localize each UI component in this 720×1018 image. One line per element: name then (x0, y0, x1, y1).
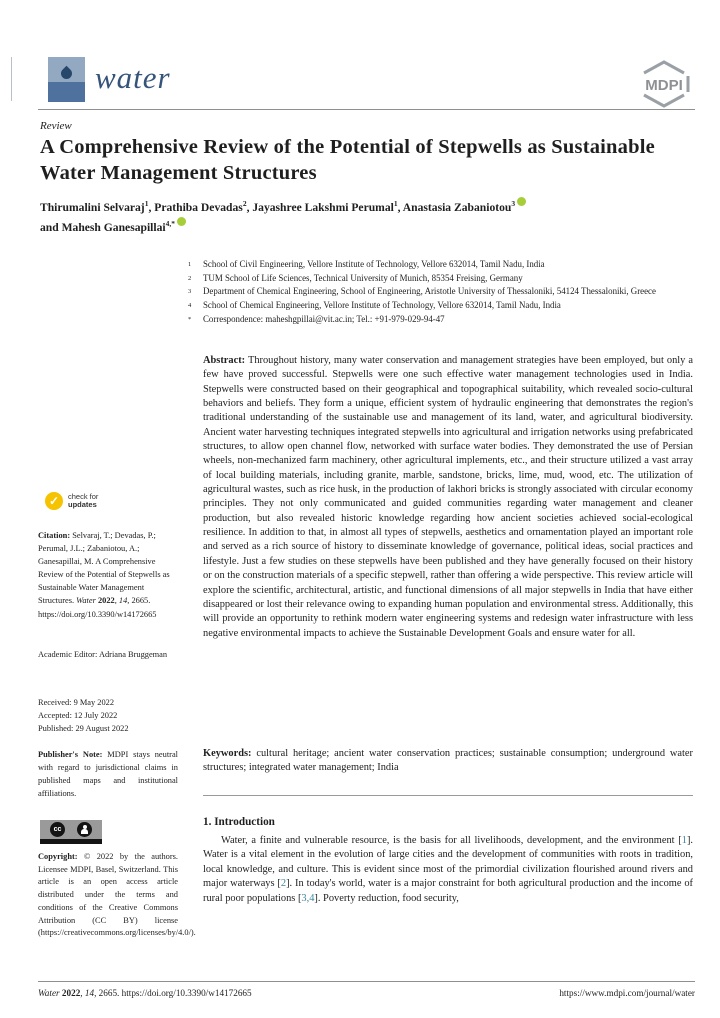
logo-bottom-half (48, 82, 85, 102)
left-crop-mark (11, 57, 12, 101)
abstract-text: Throughout history, many water conservation and management strategies have been employed, but only a few have proved successful. Stepwells were one such effective water management technologies used in India. Stepwells were constructed based on their geographical and topographical suitability, which revealed socio-cultural behaviors and beliefs. They form a unique, efficient system of hydraulic engineering that demonstrates the region's traditional understanding of the sustainable use and management of its land, water, and agricultural biodiversity. Ancient water harvesting techniques integrated stepwells into agricultural and irrigation networks using prefabricated structures, to allow open channel flow, networked with surface water bodies. They demonstrated the use of Persian wheels, non-mechanized farm machinery, other agricultural implements, etc., and their structure utilized a vast array of local building materials, including granite, marble, sandstone, bricks, lime, mud, wood, etc. The utilization of agricultural wastes, such as rice husk, in the production of lakhori bricks is strongly associated with circular economy principles. They not only communicated and guided communities regarding water management and cleaner production, but also revealed historic knowledge regarding how ancient societies achieved social-ecological resilience. In addition to that, in almost all types of stepwells, aesthetics and ornamentation played an important role and served as a rich source of history to disseminate knowledge of governance, political ideas, social practices and lifestyle. Just a few studies on these stepwells have been published and they have generally focused on their history or on the construction materials of a specific stepwell, rather than offering a wide perspective. This review article will explore the scientific, architectural, artistic, and functional dimensions of all major stepwells in India that have either disappeared or lost their relevance owing to expanding human population and environmental stress. Additionally, this will provide an opportunity to rethink modern water engineering systems and redesign water infrastructure with less negative environmental impacts to achieve the Sustainable Development Goals and ensure water for all. (203, 355, 693, 639)
footer-journal: Water (38, 988, 60, 998)
footer-citation (38, 988, 252, 998)
affiliation-marker: 2 (188, 274, 192, 282)
author-affil-sup: 4,* (165, 219, 176, 229)
section-heading-introduction: 1. Introduction (203, 816, 275, 828)
citation-doi-link[interactable]: , 2665. https://doi.org/10.3390/w14172665 (38, 596, 157, 619)
publishers-note-block (38, 748, 178, 800)
check-updates-line2: updates (68, 500, 97, 509)
cc-icon: cc (50, 822, 65, 837)
water-journal-logo-icon (48, 57, 85, 102)
footer-volume: , 14 (80, 988, 95, 998)
footer-journal-url[interactable]: https://www.mdpi.com/journal/water (559, 988, 695, 998)
orcid-icon[interactable] (177, 217, 186, 226)
author-sep: , (397, 200, 403, 214)
keywords-divider (203, 795, 693, 796)
academic-editor-label: Academic Editor: (38, 650, 98, 659)
affiliation-text: School of Civil Engineering, Vellore Institute of Technology, Vellore 632014, Tamil Nadu, India (203, 259, 545, 269)
copyright-block (38, 851, 196, 940)
affiliation-marker: 3 (188, 288, 192, 296)
author-affil-sup: 3 (511, 199, 516, 208)
cc-by-license-badge[interactable] (40, 820, 102, 844)
intro-text: ]. Water is a vital element in the evolution of large cities and the development of communities with roots in tradition, local knowledge, and culture. This is evident since most of the primordial civilization flourished around rivers and major waterways [ (203, 835, 693, 890)
affiliation-row (188, 272, 693, 286)
copyright-label: Copyright: (38, 852, 78, 861)
affiliation-row (188, 258, 693, 272)
citation-text: Selvaraj, T.; Devadas, P.; Perumal, J.L.; Zabaniotou, A.; Ganesapillai, M. A Comprehensive Review of the Potential of Stepwells as Sustainable Water Management Structures. (38, 531, 170, 606)
received-date (38, 696, 178, 709)
keywords-text: cultural heritage; ancient water conservation practices; sustainable consumption; underground water structures; integrated water management; India (203, 748, 693, 774)
correspondence-marker: * (188, 315, 192, 323)
affiliation-marker: 1 (188, 261, 192, 268)
abstract-paragraph (203, 354, 693, 641)
page-title: A Comprehensive Review of the Potential of Stepwells as Sustainable Water Management Structures (40, 136, 655, 184)
citation-ref-link[interactable]: 2 (280, 878, 287, 890)
checkmark-icon: ✓ (45, 492, 63, 510)
check-for-updates-badge[interactable] (45, 492, 155, 510)
citation-ref-link[interactable]: 1 (681, 835, 687, 846)
header-divider (38, 109, 695, 110)
abstract-label: Abstract: (203, 355, 246, 366)
copyright-text: © 2022 by the authors. Licensee MDPI, Basel, Switzerland. This article is an open access article distributed under the terms and conditions of the Creative Commons Attribution (CC BY) license (https://creativecommons.org/licenses/by/4.0/). (38, 852, 196, 938)
citation-ref-link[interactable]: 3,4 (301, 892, 315, 904)
check-updates-label (68, 493, 98, 510)
author-affil-sup: 2 (242, 199, 247, 208)
citation-year: 2022 (95, 596, 115, 606)
citation-block (38, 529, 178, 621)
accepted-value: 12 July 2022 (71, 711, 118, 721)
academic-editor-name: Adriana Bruggeman (97, 650, 168, 659)
accepted-date (38, 709, 178, 722)
mdpi-logo-icon (633, 58, 695, 110)
published-value: 29 August 2022 (73, 724, 129, 734)
keywords-paragraph (203, 747, 693, 776)
affiliation-text: TUM School of Life Sciences, Technical University of Munich, 85354 Freising, Germany (203, 272, 523, 283)
received-value: 9 May 2022 (71, 698, 115, 707)
affiliation-text: Department of Chemical Engineering, School of Engineering, Aristotle University of Thessaloniki, 54124 Thessaloniki, Greece (203, 286, 656, 297)
author-sep: , (246, 200, 253, 214)
person-body (81, 829, 88, 834)
affiliation-marker: 4 (188, 302, 192, 310)
citation-journal: Water (76, 596, 96, 606)
introduction-paragraph (203, 834, 693, 906)
author-line-2 (40, 216, 690, 236)
check-updates-line1: check for (68, 491, 99, 501)
journal-name: water (95, 60, 171, 95)
person-head (83, 825, 87, 829)
affiliation-list (188, 258, 693, 327)
affiliation-correspondence-row (188, 313, 693, 327)
received-label: Received: (38, 698, 72, 707)
publishers-note-text: MDPI stays neutral with regard to jurisdictional claims in published maps and institutional affiliations. (38, 750, 178, 799)
published-date (38, 722, 178, 735)
author: Thirumalini Selvaraj (40, 200, 145, 214)
published-label: Published: (38, 724, 74, 734)
affiliation-row (188, 299, 693, 313)
author-affil-sup: 1 (393, 199, 398, 208)
article-dates-block (38, 696, 178, 735)
citation-label: Citation: (38, 531, 71, 540)
author-line-1 (40, 196, 690, 216)
academic-editor-block (38, 648, 178, 661)
author-list (40, 196, 690, 237)
author: and Mahesh Ganesapillai (40, 221, 166, 235)
affiliation-row (188, 285, 693, 299)
footer-divider (38, 981, 695, 982)
author: Prathiba Devadas (154, 200, 243, 214)
affiliation-text: School of Chemical Engineering, Vellore Institute of Technology, Vellore 632014, Tamil Nadu, India (203, 300, 561, 311)
intro-text: Water, a finite and vulnerable resource, is the basis for all livelihoods, development, and the environment [ (221, 835, 682, 846)
article-type-label: Review (40, 120, 72, 132)
intro-text: ]. In today's world, water is a major constraint for both agricultural production and the income of rural poor populations [ (203, 878, 693, 904)
footer-year: 2022 (59, 988, 81, 998)
author: Anastasia Zabaniotou (402, 200, 512, 214)
footer-doi-link[interactable]: , 2665. https://doi.org/10.3390/w14172665 (94, 988, 252, 998)
svg-text:MDPI: MDPI (645, 77, 683, 94)
correspondence-text[interactable]: Correspondence: maheshgpillai@vit.ac.in; Tel.: +91-979-029-94-47 (203, 313, 445, 324)
publishers-note-label: Publisher's Note: (38, 750, 103, 759)
intro-text: ]. Poverty reduction, food security, (314, 892, 459, 904)
author-affil-sup: 1 (144, 199, 149, 208)
author: Jayashree Lakshmi Perumal (252, 200, 394, 214)
orcid-icon[interactable] (517, 197, 526, 206)
cc-by-person-icon (77, 822, 92, 837)
accepted-label: Accepted: (38, 711, 72, 721)
keywords-label: Keywords: (203, 748, 252, 759)
citation-volume: , 14 (114, 596, 128, 606)
author-sep: , (148, 200, 155, 214)
